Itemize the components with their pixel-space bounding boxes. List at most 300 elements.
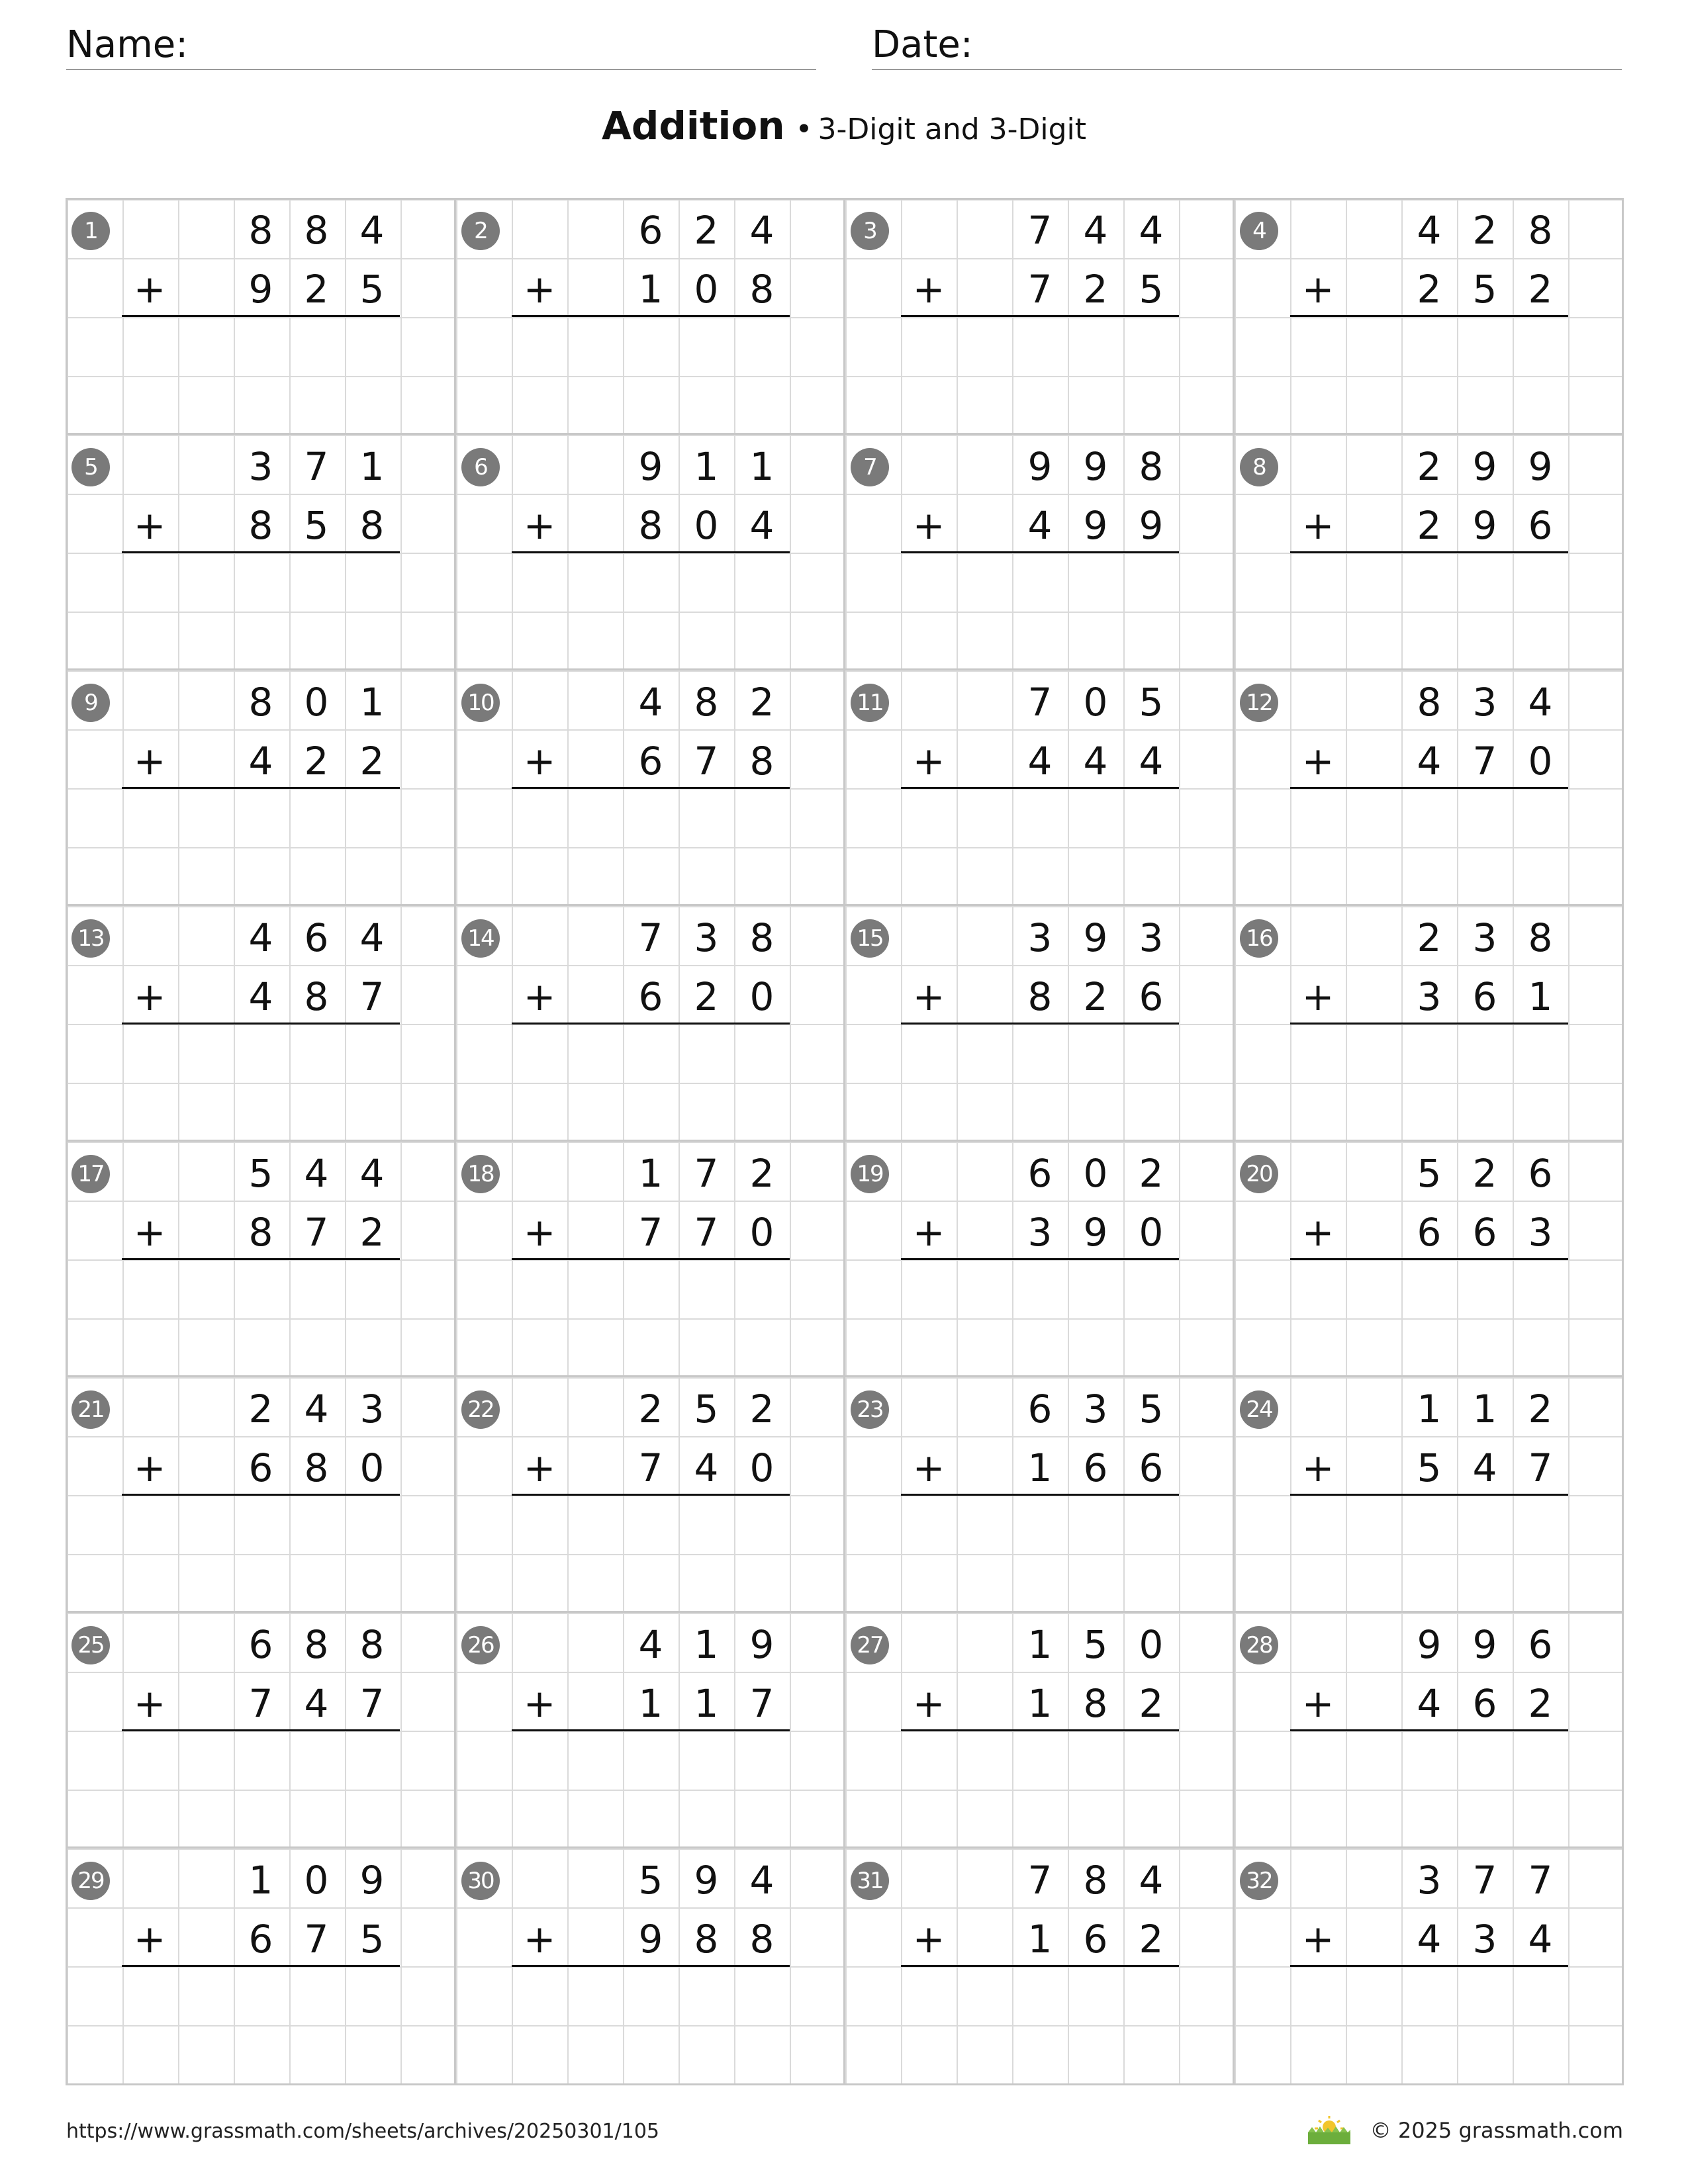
addend-top-digit: 2 (1139, 1150, 1164, 1196)
problem (454, 1140, 845, 1377)
sum-line (901, 1258, 1179, 1260)
addend-top-digit: 9 (1027, 443, 1053, 489)
addend-bottom-digit: 3 (1528, 1209, 1553, 1255)
addend-top-digit: 1 (749, 443, 774, 489)
sum-line (122, 551, 400, 553)
date-field[interactable] (872, 19, 1622, 70)
problem (843, 1611, 1235, 1848)
addend-top-digit: 6 (1528, 1621, 1553, 1667)
sum-line (122, 1023, 400, 1024)
problem (843, 1846, 1235, 2084)
sum-line (122, 1494, 400, 1496)
plus-sign: + (133, 738, 166, 784)
problem-grid (66, 198, 1624, 2085)
addend-top-digit: 2 (1472, 1150, 1497, 1196)
plus-sign: + (133, 1445, 166, 1490)
addend-top-digit: 4 (749, 1857, 774, 1903)
addend-bottom-digit: 2 (1528, 266, 1553, 312)
addend-bottom-digit: 3 (1472, 1916, 1497, 1962)
addend-top-digit: 4 (1417, 207, 1442, 253)
addend-top-digit: 7 (1472, 1857, 1497, 1903)
problem-number-badge: 21 (71, 1390, 110, 1429)
addend-bottom-digit: 8 (749, 738, 774, 784)
plus-sign: + (1301, 1680, 1335, 1726)
plus-sign: + (912, 1916, 945, 1962)
addend-bottom-digit: 9 (1139, 502, 1164, 548)
title-subtitle: 3-Digit and 3-Digit (818, 113, 1087, 146)
sum-line (512, 1494, 790, 1496)
addend-bottom-digit: 0 (359, 1445, 385, 1490)
addend-top-digit: 4 (304, 1386, 329, 1432)
problem (454, 1611, 845, 1848)
addend-bottom-digit: 4 (248, 738, 273, 784)
addend-bottom-digit: 3 (1027, 1209, 1053, 1255)
addend-bottom-digit: 8 (749, 1916, 774, 1962)
problem-number-badge: 18 (461, 1155, 500, 1193)
addend-bottom-digit: 0 (749, 974, 774, 1019)
plus-sign: + (1301, 1209, 1335, 1255)
sum-line (1290, 1258, 1568, 1260)
addend-top-digit: 4 (359, 207, 385, 253)
problem (66, 433, 455, 670)
addend-bottom-digit: 2 (359, 1209, 385, 1255)
addend-top-digit: 4 (1528, 679, 1553, 725)
addend-bottom-digit: 4 (1417, 738, 1442, 784)
addend-bottom-digit: 4 (1139, 738, 1164, 784)
problem (66, 904, 455, 1142)
plus-sign: + (912, 502, 945, 548)
addend-bottom-digit: 1 (638, 1680, 663, 1726)
sum-line (512, 787, 790, 789)
problem (1233, 433, 1624, 670)
addend-top-digit: 3 (1083, 1386, 1108, 1432)
sum-line (901, 1494, 1179, 1496)
problem-number-badge: 8 (1240, 448, 1278, 486)
addend-bottom-digit: 6 (1083, 1916, 1108, 1962)
addend-top-digit: 0 (1083, 1150, 1108, 1196)
addend-bottom-digit: 9 (1083, 502, 1108, 548)
problem-number-badge: 22 (461, 1390, 500, 1429)
addend-top-digit: 8 (1528, 207, 1553, 253)
problem (1233, 1375, 1624, 1613)
plus-sign: + (133, 1680, 166, 1726)
addend-top-digit: 2 (248, 1386, 273, 1432)
addend-bottom-digit: 3 (1417, 974, 1442, 1019)
addend-top-digit: 0 (304, 1857, 329, 1903)
name-field[interactable] (66, 19, 816, 70)
problem (843, 433, 1235, 670)
addend-bottom-digit: 2 (1139, 1680, 1164, 1726)
addend-top-digit: 3 (694, 915, 719, 960)
problem (1233, 199, 1624, 434)
sum-line (1290, 1494, 1568, 1496)
plus-sign: + (912, 738, 945, 784)
problem (66, 668, 455, 906)
problem (454, 433, 845, 670)
addend-top-digit: 1 (1027, 1621, 1053, 1667)
addend-bottom-digit: 2 (1083, 974, 1108, 1019)
addend-bottom-digit: 6 (1083, 1445, 1108, 1490)
addend-top-digit: 2 (638, 1386, 663, 1432)
sum-line (1290, 1023, 1568, 1024)
addend-bottom-digit: 4 (1417, 1680, 1442, 1726)
addend-top-digit: 5 (1417, 1150, 1442, 1196)
title-bullet: • (795, 113, 813, 146)
addend-top-digit: 4 (359, 1150, 385, 1196)
sum-line (1290, 1729, 1568, 1731)
addend-top-digit: 3 (1472, 915, 1497, 960)
addend-bottom-digit: 6 (1139, 1445, 1164, 1490)
addend-bottom-digit: 9 (1472, 502, 1497, 548)
addend-bottom-digit: 7 (638, 1209, 663, 1255)
addend-top-digit: 4 (1139, 207, 1164, 253)
addend-bottom-digit: 6 (248, 1916, 273, 1962)
addend-bottom-digit: 7 (694, 738, 719, 784)
sum-line (901, 1965, 1179, 1967)
plus-sign: + (1301, 1445, 1335, 1490)
addend-bottom-digit: 7 (749, 1680, 774, 1726)
plus-sign: + (523, 1680, 556, 1726)
addend-bottom-digit: 7 (304, 1916, 329, 1962)
addend-top-digit: 6 (1528, 1150, 1553, 1196)
sum-line (122, 1258, 400, 1260)
sum-line (901, 551, 1179, 553)
problem-number-badge: 27 (851, 1626, 889, 1664)
problem-number-badge: 24 (1240, 1390, 1278, 1429)
addend-top-digit: 5 (248, 1150, 273, 1196)
addend-bottom-digit: 6 (248, 1445, 273, 1490)
addend-top-digit: 4 (1083, 207, 1108, 253)
addend-bottom-digit: 6 (638, 738, 663, 784)
addend-bottom-digit: 7 (1528, 1445, 1553, 1490)
problem-number-badge: 7 (851, 448, 889, 486)
addend-bottom-digit: 2 (1417, 266, 1442, 312)
addend-top-digit: 2 (1528, 1386, 1553, 1432)
addend-top-digit: 5 (1139, 679, 1164, 725)
addend-bottom-digit: 1 (1027, 1680, 1053, 1726)
addend-top-digit: 9 (749, 1621, 774, 1667)
addend-top-digit: 3 (1027, 915, 1053, 960)
addend-bottom-digit: 4 (1528, 1916, 1553, 1962)
addend-bottom-digit: 8 (304, 1445, 329, 1490)
problem (843, 1140, 1235, 1377)
addend-bottom-digit: 6 (1139, 974, 1164, 1019)
addend-top-digit: 1 (1417, 1386, 1442, 1432)
addend-top-digit: 8 (304, 207, 329, 253)
grass-sun-logo-icon (1305, 2115, 1353, 2146)
problem-number-badge: 19 (851, 1155, 889, 1193)
addend-top-digit: 7 (304, 443, 329, 489)
problem (843, 668, 1235, 906)
problem-number-badge: 6 (461, 448, 500, 486)
problem-number-badge: 13 (71, 919, 110, 958)
problem-number-badge: 16 (1240, 919, 1278, 958)
addend-top-digit: 9 (359, 1857, 385, 1903)
addend-top-digit: 8 (749, 915, 774, 960)
addend-top-digit: 6 (1027, 1150, 1053, 1196)
addend-bottom-digit: 7 (304, 1209, 329, 1255)
plus-sign: + (1301, 502, 1335, 548)
plus-sign: + (1301, 266, 1335, 312)
plus-sign: + (133, 266, 166, 312)
addend-bottom-digit: 8 (694, 1916, 719, 1962)
plus-sign: + (133, 502, 166, 548)
date-label: Date: (872, 23, 973, 66)
addend-bottom-digit: 8 (248, 1209, 273, 1255)
addend-top-digit: 7 (1027, 1857, 1053, 1903)
problem-number-badge: 26 (461, 1626, 500, 1664)
addend-top-digit: 4 (248, 915, 273, 960)
addend-bottom-digit: 7 (1472, 738, 1497, 784)
addend-top-digit: 4 (1139, 1857, 1164, 1903)
addend-top-digit: 5 (694, 1386, 719, 1432)
addend-bottom-digit: 8 (1083, 1680, 1108, 1726)
addend-bottom-digit: 6 (1417, 1209, 1442, 1255)
sum-line (1290, 1965, 1568, 1967)
problem (1233, 668, 1624, 906)
addend-top-digit: 1 (638, 1150, 663, 1196)
addend-bottom-digit: 0 (694, 266, 719, 312)
addend-bottom-digit: 8 (1027, 974, 1053, 1019)
addend-bottom-digit: 2 (1528, 1680, 1553, 1726)
addend-top-digit: 0 (304, 679, 329, 725)
addend-top-digit: 9 (694, 1857, 719, 1903)
addend-top-digit: 9 (1083, 443, 1108, 489)
plus-sign: + (912, 1445, 945, 1490)
addend-bottom-digit: 4 (1083, 738, 1108, 784)
plus-sign: + (1301, 738, 1335, 784)
plus-sign: + (523, 1916, 556, 1962)
addend-bottom-digit: 1 (1027, 1445, 1053, 1490)
addend-bottom-digit: 7 (694, 1209, 719, 1255)
addend-bottom-digit: 4 (694, 1445, 719, 1490)
problem-number-badge: 17 (71, 1155, 110, 1193)
addend-bottom-digit: 2 (359, 738, 385, 784)
addend-bottom-digit: 4 (248, 974, 273, 1019)
addend-top-digit: 4 (304, 1150, 329, 1196)
addend-top-digit: 7 (1027, 207, 1053, 253)
footer-copyright: © 2025 grassmath.com (1370, 2118, 1623, 2143)
addend-bottom-digit: 1 (1528, 974, 1553, 1019)
plus-sign: + (133, 1916, 166, 1962)
problem (1233, 904, 1624, 1142)
addend-bottom-digit: 5 (1472, 266, 1497, 312)
problem (454, 199, 845, 434)
problem-number-badge: 31 (851, 1862, 889, 1900)
problem-number-badge: 12 (1240, 684, 1278, 722)
problem (66, 199, 455, 434)
sum-line (512, 1258, 790, 1260)
addend-top-digit: 3 (1417, 1857, 1442, 1903)
addend-top-digit: 2 (749, 1386, 774, 1432)
addend-bottom-digit: 5 (359, 266, 385, 312)
problem-number-badge: 28 (1240, 1626, 1278, 1664)
addend-top-digit: 5 (1139, 1386, 1164, 1432)
addend-bottom-digit: 2 (304, 266, 329, 312)
sum-line (122, 787, 400, 789)
addend-top-digit: 3 (1472, 679, 1497, 725)
addend-bottom-digit: 7 (359, 974, 385, 1019)
sum-line (512, 551, 790, 553)
addend-bottom-digit: 4 (1417, 1916, 1442, 1962)
problem (843, 904, 1235, 1142)
addend-bottom-digit: 0 (749, 1209, 774, 1255)
addend-top-digit: 8 (304, 1621, 329, 1667)
name-label: Name: (66, 23, 189, 66)
addend-bottom-digit: 1 (694, 1680, 719, 1726)
addend-top-digit: 7 (1528, 1857, 1553, 1903)
addend-top-digit: 1 (359, 679, 385, 725)
problem-number-badge: 15 (851, 919, 889, 958)
problem (454, 904, 845, 1142)
addend-bottom-digit: 2 (1139, 1916, 1164, 1962)
problem (66, 1140, 455, 1377)
addend-top-digit: 2 (1417, 915, 1442, 960)
addend-top-digit: 6 (304, 915, 329, 960)
addend-top-digit: 9 (1528, 443, 1553, 489)
addend-bottom-digit: 1 (1027, 1916, 1053, 1962)
addend-bottom-digit: 4 (1472, 1445, 1497, 1490)
addend-bottom-digit: 7 (359, 1680, 385, 1726)
addend-bottom-digit: 8 (638, 502, 663, 548)
addend-bottom-digit: 5 (359, 1916, 385, 1962)
addend-top-digit: 1 (248, 1857, 273, 1903)
sum-line (122, 1965, 400, 1967)
sum-line (1290, 787, 1568, 789)
addend-top-digit: 9 (1472, 1621, 1497, 1667)
problem-number-badge: 29 (71, 1862, 110, 1900)
addend-top-digit: 8 (694, 679, 719, 725)
addend-top-digit: 8 (248, 207, 273, 253)
problem-number-badge: 30 (461, 1862, 500, 1900)
addend-bottom-digit: 7 (1027, 266, 1053, 312)
addend-top-digit: 2 (1472, 207, 1497, 253)
problem (454, 1375, 845, 1613)
addend-bottom-digit: 4 (304, 1680, 329, 1726)
sum-line (901, 315, 1179, 317)
addend-bottom-digit: 4 (749, 502, 774, 548)
addend-top-digit: 2 (694, 207, 719, 253)
addend-top-digit: 4 (359, 915, 385, 960)
plus-sign: + (912, 1680, 945, 1726)
addend-top-digit: 6 (638, 207, 663, 253)
addend-top-digit: 1 (694, 1621, 719, 1667)
worksheet-title (0, 99, 1688, 162)
addend-top-digit: 4 (749, 207, 774, 253)
addend-bottom-digit: 6 (638, 974, 663, 1019)
plus-sign: + (523, 738, 556, 784)
problem-number-badge: 3 (851, 212, 889, 250)
problem (66, 1846, 455, 2084)
problem-number-badge: 20 (1240, 1155, 1278, 1193)
plus-sign: + (1301, 974, 1335, 1019)
addend-bottom-digit: 0 (749, 1445, 774, 1490)
plus-sign: + (523, 1445, 556, 1490)
addend-top-digit: 9 (638, 443, 663, 489)
addend-bottom-digit: 8 (749, 266, 774, 312)
addend-top-digit: 0 (1083, 679, 1108, 725)
sum-line (122, 1729, 400, 1731)
addend-bottom-digit: 6 (1528, 502, 1553, 548)
addend-top-digit: 9 (1083, 915, 1108, 960)
problem (843, 1375, 1235, 1613)
problem-number-badge: 14 (461, 919, 500, 958)
problem-number-badge: 11 (851, 684, 889, 722)
addend-bottom-digit: 0 (1528, 738, 1553, 784)
addend-bottom-digit: 5 (1417, 1445, 1442, 1490)
addend-top-digit: 6 (1027, 1386, 1053, 1432)
sum-line (512, 1023, 790, 1024)
addend-bottom-digit: 4 (1027, 738, 1053, 784)
addend-top-digit: 3 (1139, 915, 1164, 960)
sum-line (901, 787, 1179, 789)
addend-bottom-digit: 2 (1417, 502, 1442, 548)
addend-bottom-digit: 4 (1027, 502, 1053, 548)
sum-line (901, 1729, 1179, 1731)
addend-bottom-digit: 8 (248, 502, 273, 548)
plus-sign: + (133, 974, 166, 1019)
addend-bottom-digit: 1 (638, 266, 663, 312)
plus-sign: + (523, 502, 556, 548)
addend-top-digit: 0 (1139, 1621, 1164, 1667)
plus-sign: + (133, 1209, 166, 1255)
addend-bottom-digit: 0 (694, 502, 719, 548)
problem-number-badge: 32 (1240, 1862, 1278, 1900)
addend-bottom-digit: 5 (1139, 266, 1164, 312)
sum-line (512, 1965, 790, 1967)
addend-top-digit: 8 (359, 1621, 385, 1667)
addend-bottom-digit: 8 (304, 974, 329, 1019)
plus-sign: + (912, 1209, 945, 1255)
problem (1233, 1611, 1624, 1848)
addend-top-digit: 1 (694, 443, 719, 489)
footer-url: https://www.grassmath.com/sheets/archives/20250301/105 (66, 2120, 660, 2143)
addend-top-digit: 9 (1417, 1621, 1442, 1667)
addend-top-digit: 7 (1027, 679, 1053, 725)
problem-number-badge: 23 (851, 1390, 889, 1429)
problem (66, 1611, 455, 1848)
problem (1233, 1140, 1624, 1377)
sum-line (1290, 315, 1568, 317)
addend-bottom-digit: 9 (638, 1916, 663, 1962)
addend-bottom-digit: 7 (248, 1680, 273, 1726)
sum-line (1290, 551, 1568, 553)
addend-top-digit: 7 (638, 915, 663, 960)
addend-bottom-digit: 8 (359, 502, 385, 548)
addend-bottom-digit: 9 (1083, 1209, 1108, 1255)
plus-sign: + (523, 974, 556, 1019)
addend-top-digit: 2 (1417, 443, 1442, 489)
addend-top-digit: 9 (1472, 443, 1497, 489)
addend-top-digit: 1 (359, 443, 385, 489)
addend-top-digit: 5 (1083, 1621, 1108, 1667)
addend-top-digit: 8 (1528, 915, 1553, 960)
title-main: Addition (601, 103, 785, 148)
addend-top-digit: 5 (638, 1857, 663, 1903)
problem-number-badge: 25 (71, 1626, 110, 1664)
addend-bottom-digit: 6 (1472, 1680, 1497, 1726)
sum-line (122, 315, 400, 317)
addend-top-digit: 8 (1417, 679, 1442, 725)
plus-sign: + (912, 974, 945, 1019)
problem (454, 668, 845, 906)
addend-bottom-digit: 2 (1083, 266, 1108, 312)
addend-top-digit: 3 (359, 1386, 385, 1432)
footer-brand (1305, 2115, 1623, 2146)
sum-line (512, 315, 790, 317)
plus-sign: + (912, 266, 945, 312)
addend-bottom-digit: 2 (694, 974, 719, 1019)
